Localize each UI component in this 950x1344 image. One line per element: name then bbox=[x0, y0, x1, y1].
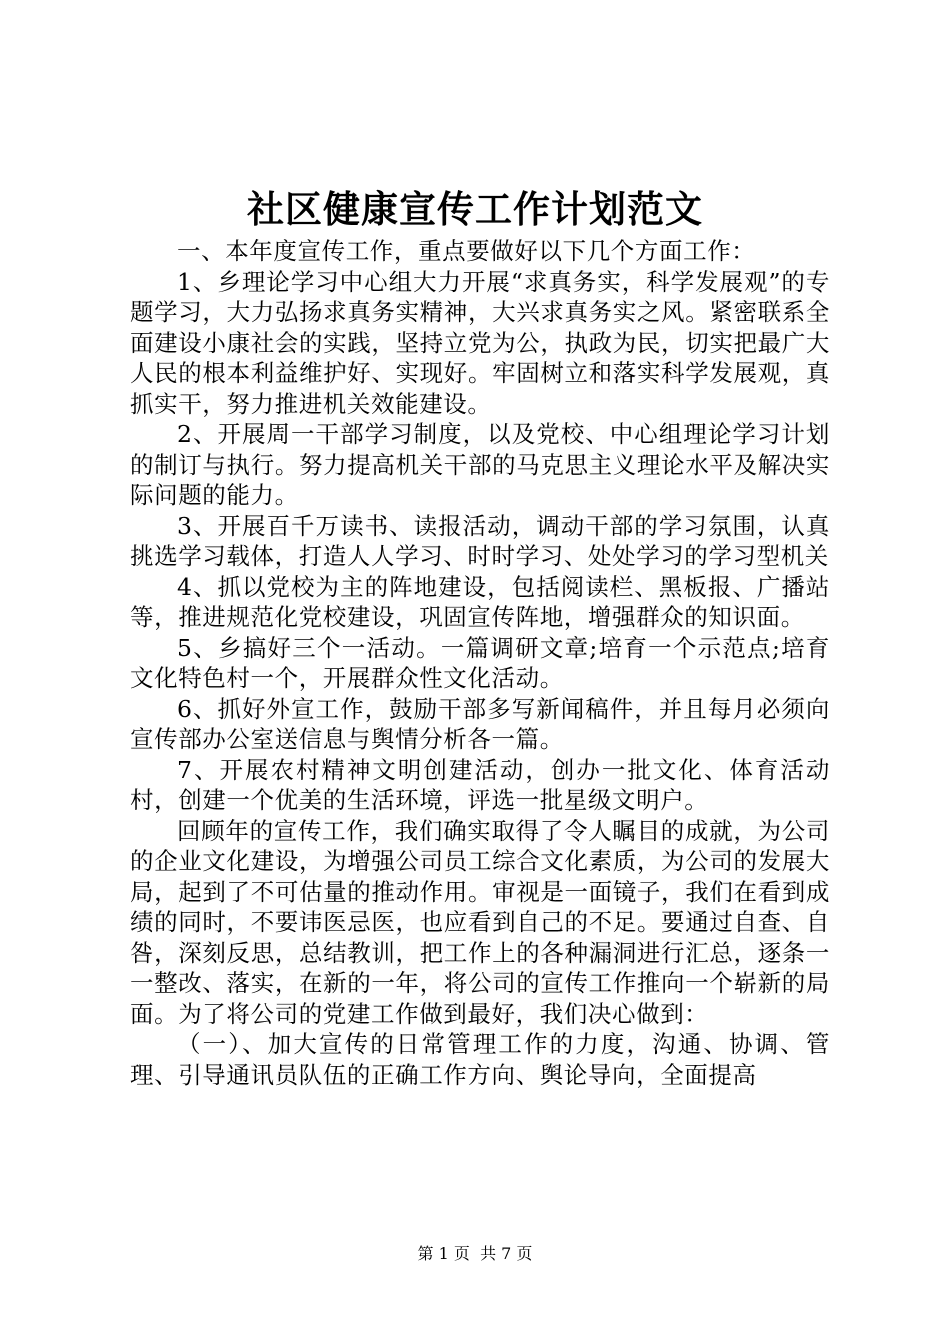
paragraph-item-4: 4、抓以党校为主的阵地建设，包括阅读栏、黑板报、广播站等，推进规范化党校建设，巩固宣传阵地，增强群众的知识面。 bbox=[130, 572, 830, 631]
paragraph-item-6: 6、抓好外宣工作，鼓励干部多写新闻稿件，并且每月必须向宣传部办公室送信息与舆情分析各一篇。 bbox=[130, 694, 830, 753]
paragraph-commitment-1: （一）、加大宣传的日常管理工作的力度，沟通、协调、管理、引导通讯员队伍的正确工作方向、舆论导向，全面提高 bbox=[130, 1030, 830, 1089]
paragraph-item-2: 2、开展周一干部学习制度，以及党校、中心组理论学习计划的制订与执行。努力提高机关干部的马克思主义理论水平及解决实际问题的能力。 bbox=[130, 420, 830, 509]
paragraph-intro: 一、本年度宣传工作，重点要做好以下几个方面工作： bbox=[177, 237, 756, 265]
paragraph-item-7: 7、开展农村精神文明创建活动，创办一批文化、体育活动村，创建一个优美的生活环境，评选一批星级文明户。 bbox=[130, 755, 830, 814]
page-footer bbox=[0, 1243, 950, 1265]
paragraph-review: 回顾年的宣传工作，我们确实取得了令人瞩目的成就，为公司的企业文化建设，为增强公司员工综合文化素质，为公司的发展大局，起到了不可估量的推动作用。审视是一面镜子，我们在看到成绩的同时，不要讳医忌医，也应看到自己的不足。要通过自查、自咎，深刻反思，总结教训，把工作上的各种漏洞进行汇总，逐条一一整改、落实，在新的一年，将公司的宣传工作推向一个崭新的局面。为了将公司的党建工作做到最好，我们决心做到： bbox=[130, 816, 830, 1028]
paragraph-item-1: 1、乡理论学习中心组大力开展“求真务实，科学发展观”的专题学习，大力弘扬求真务实精神，大兴求真务实之风。紧密联系全面建设小康社会的实践，坚持立党为公，执政为民，切实把最广大人民的根本利益维护好、实现好。牢固树立和落实科学发展观，真抓实干，努力推进机关效能建设。 bbox=[130, 267, 830, 418]
paragraph-item-3: 3、开展百千万读书、读报活动，调动干部的学习氛围，认真挑选学习载体，打造人人学习、时时学习、处处学习的学习型机关 bbox=[130, 511, 830, 570]
page-number: 第 1 页 bbox=[417, 1244, 470, 1263]
document-body bbox=[130, 236, 830, 1090]
paragraph-item-5: 5、乡搞好三个一活动。一篇调研文章;培育一个示范点;培育文化特色村一个，开展群众性文化活动。 bbox=[130, 633, 830, 692]
document-title: 社区健康宣传工作计划范文 bbox=[247, 187, 703, 231]
page-total: 共 7 页 bbox=[480, 1244, 533, 1263]
footer-spacer bbox=[470, 1244, 480, 1263]
